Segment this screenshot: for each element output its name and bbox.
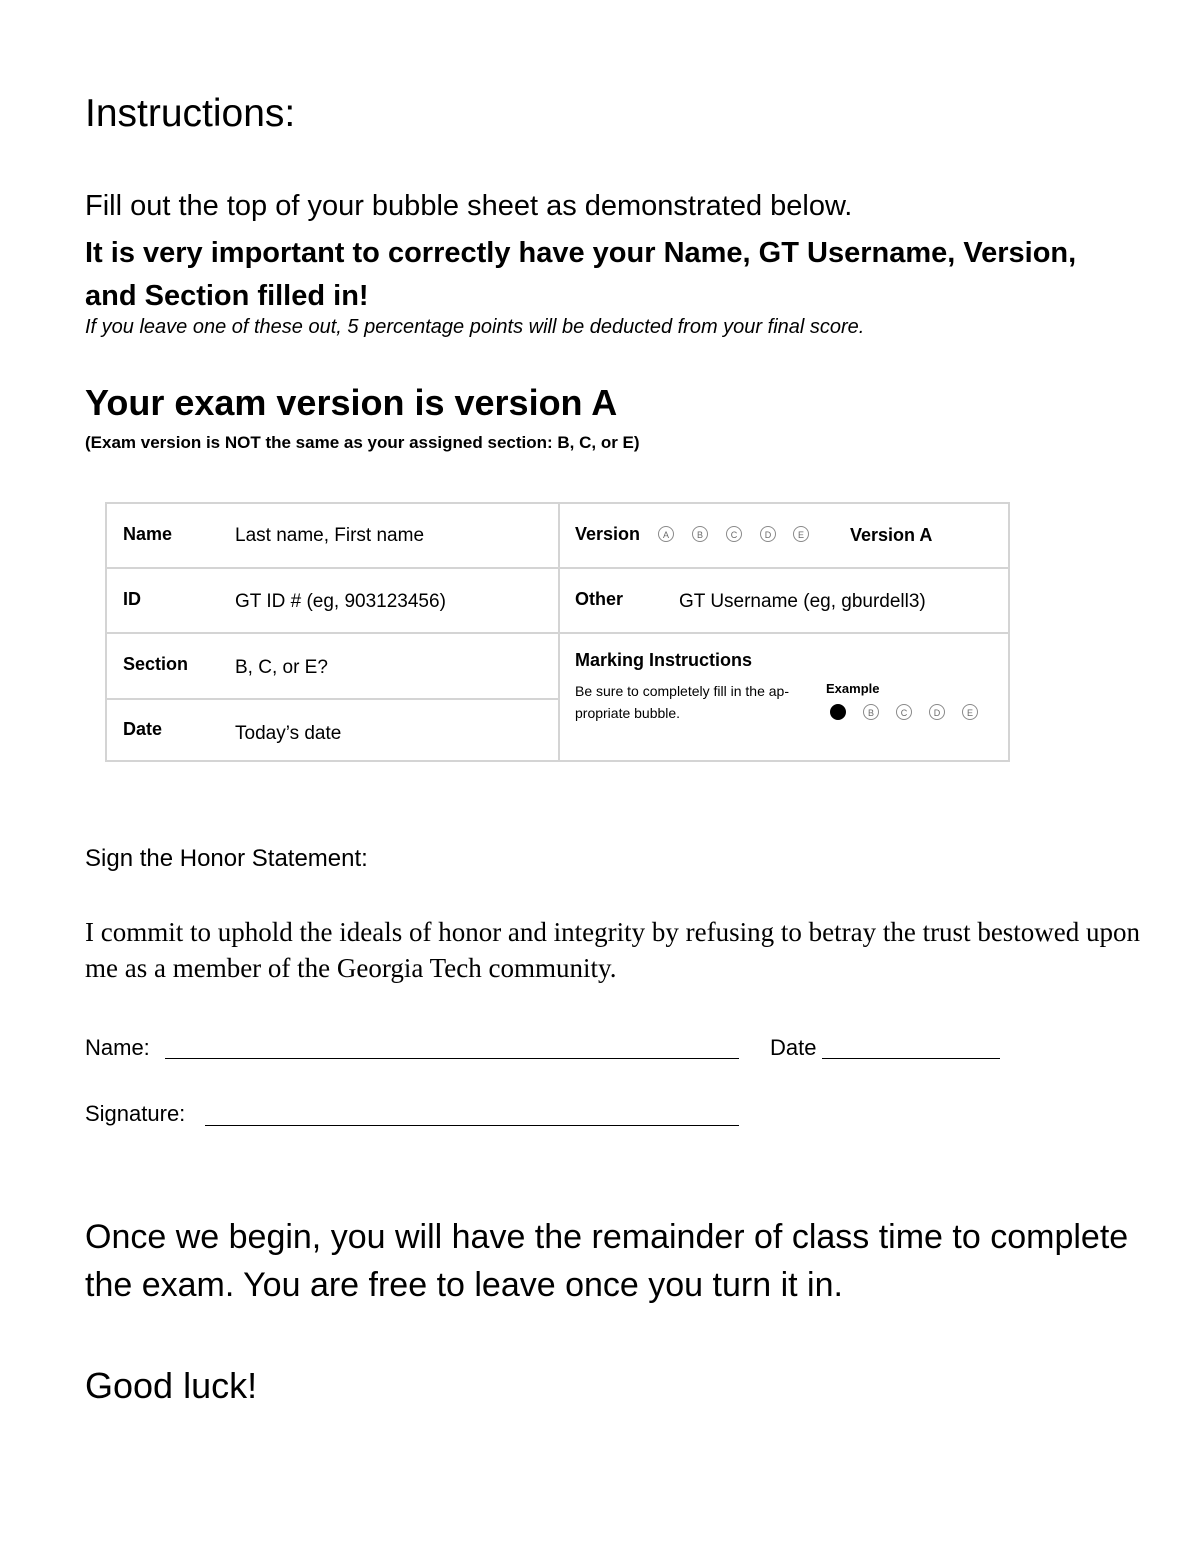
version-bubble-d: D [760,526,776,542]
example-bubble-b: B [863,704,879,720]
marking-instructions-title: Marking Instructions [575,650,753,670]
id-label: ID [123,589,141,609]
example-bubble-c: C [896,704,912,720]
date-signature-line[interactable] [822,1058,1000,1059]
name-label: Name [123,524,173,544]
row-divider [107,632,1010,634]
honor-heading: Sign the Honor Statement: [85,845,368,872]
honor-date-label: Date [770,1035,817,1060]
marking-instructions-text: Be sure to completely fill in the ap-propriate bubble. [575,683,789,721]
version-value: Version A [850,525,933,545]
bubble-sheet-example [105,502,1010,762]
good-luck-text: Good luck! [85,1365,258,1406]
date-value: Today’s date [235,723,342,744]
version-note: (Exam version is NOT the same as your assigned section: B, C, or E) [85,433,640,452]
honor-signature-label: Signature: [85,1101,186,1126]
name-signature-line[interactable] [165,1058,739,1059]
version-bubble-a: A [658,526,674,542]
date-label: Date [123,719,163,739]
deduction-note: If you leave one of these out, 5 percentage points will be deducted from your final score. [85,316,865,338]
honor-statement: I commit to uphold the ideals of honor and integrity by refusing to betray the trust bestowed upon me as a member of the Georgia Tech community. [85,917,1141,983]
version-heading: Your exam version is version A [85,382,618,423]
example-bubble-e: E [962,704,978,720]
row-divider [107,698,558,700]
version-bubble-b: B [692,526,708,542]
section-value: B, C, or E? [235,657,328,678]
honor-name-label: Name: [85,1035,150,1060]
example-bubble-a-filled [830,704,846,720]
other-value: GT Username (eg, gburdell3) [679,591,926,612]
id-value: GT ID # (eg, 903123456) [235,591,446,612]
closing-text: Once we begin, you will have the remainder of class time to complete the exam. You are free to leave once you turn it in. [85,1218,1129,1304]
example-label: Example [826,681,880,696]
fill-instruction: Fill out the top of your bubble sheet as demonstrated below. [85,190,853,222]
version-bubble-e: E [793,526,809,542]
name-value: Last name, First name [235,525,425,546]
section-label: Section [123,654,189,674]
example-bubble-d: D [929,704,945,720]
version-label: Version [575,524,641,544]
page-title: Instructions: [85,92,296,135]
other-label: Other [575,589,624,609]
row-divider [107,567,1010,569]
signature-line[interactable] [205,1125,739,1126]
version-bubble-c: C [726,526,742,542]
important-note: It is very important to correctly have your Name, GT Username, Version, and Section filled in! [85,237,1077,312]
